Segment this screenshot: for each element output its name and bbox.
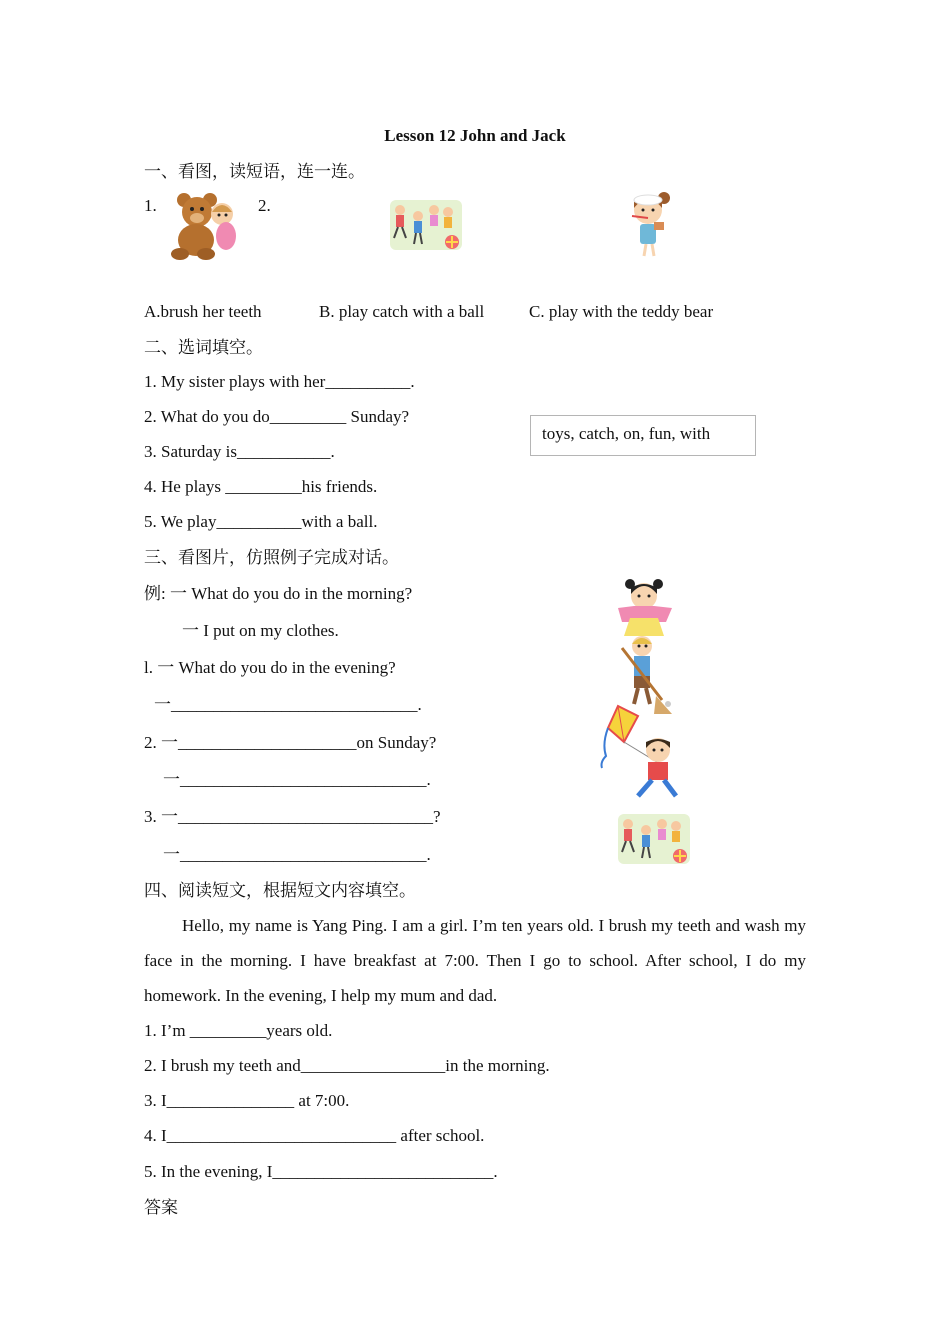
teddy-bear-girl-picture [170,190,240,262]
page-title: Lesson 12 John and Jack [384,126,566,145]
option-a: A.brush her teeth [144,302,262,321]
section3-heading: 三、看图片，仿照例子完成对话。 [144,548,399,567]
girl-brushing-teeth-picture [624,190,676,260]
fill-item: 3. Saturday is___________. [144,442,335,461]
option-c: C. play with the teddy bear [529,302,714,321]
answer-heading: 答案 [144,1198,178,1217]
picture-number-1: 1. [144,196,157,215]
section1-heading: 一、看图，读短语，连一连。 [144,162,365,181]
fill-item: 1. My sister plays with her__________. [144,372,415,391]
reading-item: 1. I’m _________years old. [144,1021,333,1040]
example-question: 例: 一 What do you do in the morning? [144,584,413,603]
children-playing-ball-picture [388,198,464,254]
question-1: l. 一 What do you do in the evening? [144,658,396,677]
question-2: 2. 一_____________________on Sunday? [144,733,437,752]
section4-heading: 四、阅读短文，根据短文内容填空。 [144,881,416,900]
fill-item: 2. What do you do_________ Sunday? [144,407,410,426]
reading-item: 5. In the evening, I__________________________. [144,1162,498,1181]
reading-item: 2. I brush my teeth and_________________in the morning. [144,1056,550,1075]
boy-flying-kite-picture [598,704,684,802]
answer-1: 一_____________________________. [154,695,422,714]
fill-item: 4. He plays _________his friends. [144,477,378,496]
option-b: B. play catch with a ball [319,302,485,321]
section2-heading: 二、选词填空。 [144,338,263,357]
example-answer: 一 I put on my clothes. [182,621,339,640]
word-bank-text: toys, catch, on, fun, with [542,424,711,443]
reading-passage: Hello, my name is Yang Ping. I am a girl. I’m ten years old. I brush my teeth and wash my face in the morning. I have breakfast at 7:00. Then I go to school. After school, I do my homework. In the evening, I help my mum and dad. [144,916,806,1005]
reading-item: 4. I___________________________ after school. [144,1126,485,1145]
fill-item: 5. We play__________with a ball. [144,512,378,531]
answer-2: 一_____________________________. [163,770,431,789]
picture-number-2: 2. [258,196,271,215]
reading-item: 3. I_______________ at 7:00. [144,1091,350,1110]
girl-dressing-picture [614,578,676,638]
word-bank-box [530,415,756,456]
children-playing-catch-picture [616,812,692,868]
answer-3: 一_____________________________. [163,845,431,864]
question-3: 3. 一______________________________? [144,807,441,826]
